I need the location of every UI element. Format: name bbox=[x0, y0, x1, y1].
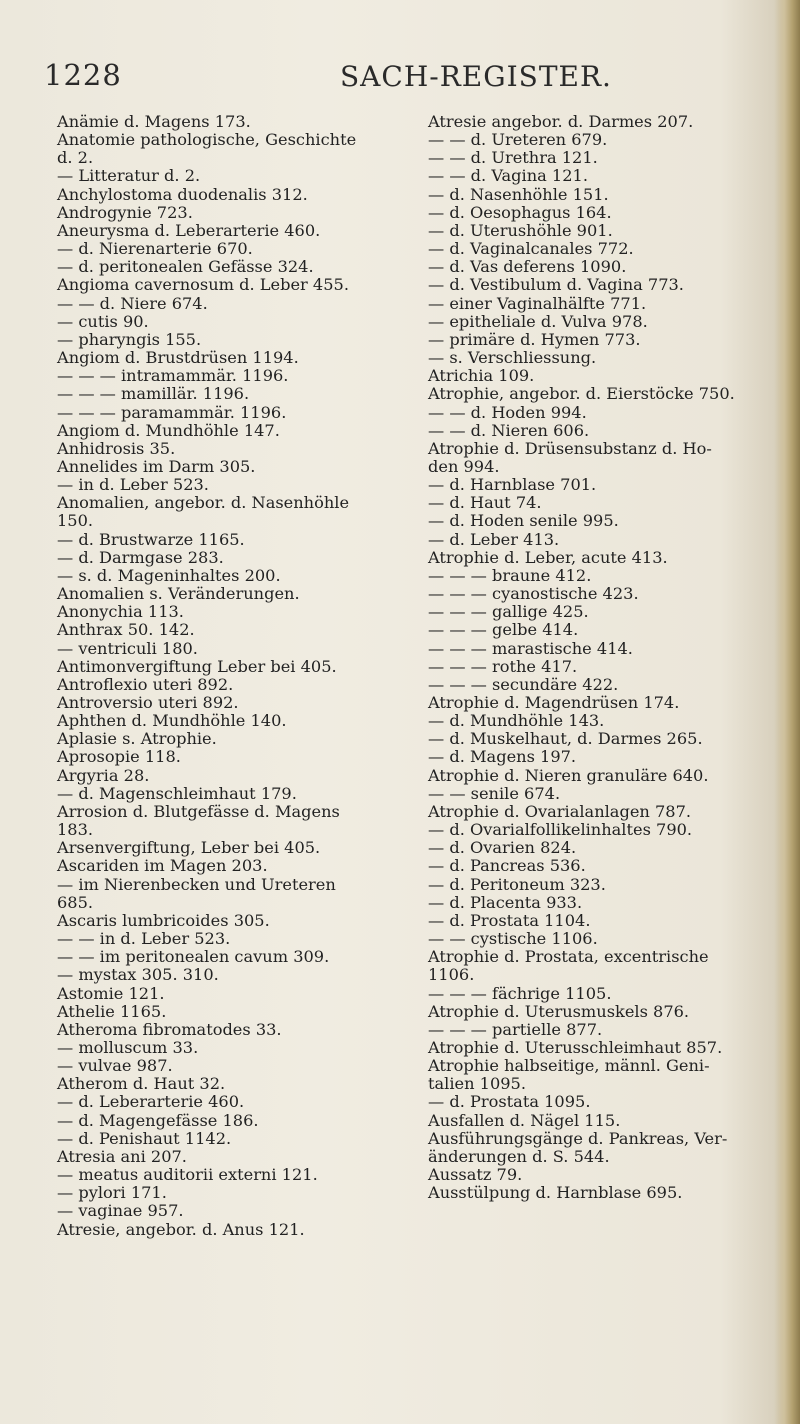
index-entry: — d. Ovarien 824. bbox=[428, 838, 577, 858]
index-entry: Aprosopie 118. bbox=[57, 747, 181, 767]
index-entry: — — — gelbe 414. bbox=[428, 620, 579, 640]
index-entry: 685. bbox=[57, 892, 94, 912]
index-entry: Atrophie d. Nieren granuläre 640. bbox=[428, 765, 709, 785]
index-entry: — — — partielle 877. bbox=[428, 1019, 603, 1039]
index-entry: Atresie angebor. d. Darmes 207. bbox=[428, 112, 694, 131]
index-entry: Arsenvergiftung, Leber bei 405. bbox=[57, 838, 321, 858]
index-entry: 183. bbox=[57, 820, 94, 840]
index-entry: — — d. Vagina 121. bbox=[428, 166, 588, 186]
index-entry: — — in d. Leber 523. bbox=[57, 929, 231, 949]
index-entry: Anatomie pathologische, Geschichte bbox=[57, 130, 357, 150]
index-entry: — s. Verschliessung. bbox=[428, 348, 597, 368]
index-entry: — d. Leberarterie 460. bbox=[57, 1092, 245, 1112]
index-entry: Anonychia 113. bbox=[57, 602, 184, 622]
index-entry: — d. Penishaut 1142. bbox=[57, 1128, 232, 1148]
index-entry: — — d. Niere 674. bbox=[57, 293, 208, 313]
index-entry: — s. d. Mageninhaltes 200. bbox=[57, 565, 281, 585]
index-entry: — — d. Nieren 606. bbox=[428, 420, 590, 440]
index-entry: — — — gallige 425. bbox=[428, 602, 589, 622]
index-entry: — — — marastische 414. bbox=[428, 638, 633, 658]
index-entry: — d. Vestibulum d. Vagina 773. bbox=[428, 275, 684, 295]
index-entry: — d. Ovarialfollikelinhaltes 790. bbox=[428, 820, 693, 840]
page-edge-shadow bbox=[774, 0, 800, 1424]
index-entry: — d. Prostata 1104. bbox=[428, 910, 591, 930]
index-entry: — d. Hoden senile 995. bbox=[428, 511, 619, 531]
index-entry: Aneurysma d. Leberarterie 460. bbox=[57, 220, 321, 240]
index-entry: — — d. Urethra 121. bbox=[428, 148, 598, 168]
index-entry: — — — secundäre 422. bbox=[428, 674, 619, 694]
index-entry: — d. Prostata 1095. bbox=[428, 1092, 591, 1112]
index-entry: änderungen d. S. 544. bbox=[428, 1146, 610, 1166]
index-entry: Ausfallen d. Nägel 115. bbox=[428, 1110, 621, 1130]
index-entry: Anhidrosis 35. bbox=[57, 438, 176, 458]
index-entry: Arrosion d. Blutgefässe d. Magens bbox=[57, 801, 340, 821]
index-entry: — in d. Leber 523. bbox=[57, 475, 209, 495]
index-entry: — d. Magenschleimhaut 179. bbox=[57, 783, 297, 803]
index-entry: — — d. Ureteren 679. bbox=[428, 130, 608, 150]
index-entry: Aphthen d. Mundhöhle 140. bbox=[57, 711, 287, 731]
index-entry: Ascaris lumbricoides 305. bbox=[57, 910, 270, 930]
index-entry: d. 2. bbox=[57, 148, 94, 168]
index-entry: Atherom d. Haut 32. bbox=[57, 1074, 226, 1094]
index-entry: — cutis 90. bbox=[57, 311, 149, 331]
index-entry: Angioma cavernosum d. Leber 455. bbox=[57, 275, 349, 295]
index-entry: Anthrax 50. 142. bbox=[57, 620, 195, 640]
index-entry: — d. Mundhöhle 143. bbox=[428, 711, 605, 731]
index-entry: — d. Brustwarze 1165. bbox=[57, 529, 245, 549]
index-entry: talien 1095. bbox=[428, 1074, 527, 1094]
index-entry: — im Nierenbecken und Ureteren bbox=[57, 874, 336, 894]
index-entry: Aussatz 79. bbox=[428, 1165, 523, 1185]
index-entry: Antroflexio uteri 892. bbox=[57, 674, 234, 694]
index-entry: — — — braune 412. bbox=[428, 565, 592, 585]
index-entry: Atheroma fibromatodes 33. bbox=[57, 1019, 282, 1039]
index-entry: Atrophie d. Magendrüsen 174. bbox=[428, 693, 680, 712]
index-entry: — d. peritonealen Gefässe 324. bbox=[57, 257, 314, 277]
index-entry: Atresie, angebor. d. Anus 121. bbox=[57, 1219, 305, 1239]
index-entry: Atrophie d. Leber, acute 413. bbox=[428, 547, 668, 567]
index-entry: Angiom d. Mundhöhle 147. bbox=[57, 420, 280, 440]
index-entry: — d. Leber 413. bbox=[428, 529, 560, 549]
index-entry: Ausstülpung d. Harnblase 695. bbox=[428, 1183, 683, 1203]
page-header bbox=[0, 58, 800, 98]
index-entry: — epitheliale d. Vulva 978. bbox=[428, 311, 648, 331]
index-entry: — d. Magengefässe 186. bbox=[57, 1110, 259, 1130]
page-number: 1228 bbox=[44, 58, 122, 92]
index-entry: — ventriculi 180. bbox=[57, 638, 198, 658]
index-entry: — d. Vas deferens 1090. bbox=[428, 257, 627, 277]
index-entry: Atrophie d. Drüsensubstanz d. Ho- bbox=[428, 438, 712, 458]
index-entry: — — senile 674. bbox=[428, 783, 561, 803]
index-entry: Antroversio uteri 892. bbox=[57, 693, 239, 712]
index-entry: — d. Haut 74. bbox=[428, 493, 542, 513]
index-entry: — vaginae 957. bbox=[57, 1201, 184, 1221]
index-entry: Argyria 28. bbox=[57, 765, 150, 785]
index-entry: Angiom d. Brustdrüsen 1194. bbox=[57, 348, 299, 368]
index-entry: — — im peritonealen cavum 309. bbox=[57, 947, 330, 967]
index-entry: — d. Pancreas 536. bbox=[428, 856, 586, 876]
index-entry: — d. Placenta 933. bbox=[428, 892, 583, 912]
index-entry: Anämie d. Magens 173. bbox=[57, 112, 251, 131]
index-entry: Aplasie s. Atrophie. bbox=[57, 729, 217, 749]
index-entry: Androgynie 723. bbox=[57, 202, 193, 222]
index-entry: 1106. bbox=[428, 965, 475, 985]
index-entry: — molluscum 33. bbox=[57, 1037, 199, 1057]
index-entry: Anomalien s. Veränderungen. bbox=[57, 584, 300, 604]
index-entry: — — — cyanostische 423. bbox=[428, 584, 639, 604]
index-entry: — d. Uterushöhle 901. bbox=[428, 220, 613, 240]
index-entry: — mystax 305. 310. bbox=[57, 965, 219, 985]
index-entry: Anchylostoma duodenalis 312. bbox=[57, 184, 308, 204]
index-entry: Atrophie d. Uterusschleimhaut 857. bbox=[428, 1037, 723, 1057]
index-entry: Atrophie d. Ovarialanlagen 787. bbox=[428, 801, 692, 821]
index-entry: Atrichia 109. bbox=[428, 366, 535, 386]
index-entry: — — — rothe 417. bbox=[428, 656, 578, 676]
index-entry: — d. Nierenarterie 670. bbox=[57, 239, 253, 259]
running-head: SACH-REGISTER. bbox=[340, 60, 612, 93]
index-entry: Athelie 1165. bbox=[57, 1001, 167, 1021]
index-entry: Atresia ani 207. bbox=[57, 1146, 187, 1166]
index-entry: Astomie 121. bbox=[57, 983, 165, 1003]
index-entry: — — — paramammär. 1196. bbox=[57, 402, 287, 422]
index-entry: — — — mamillär. 1196. bbox=[57, 384, 250, 404]
index-entry: — d. Vaginalcanales 772. bbox=[428, 239, 634, 259]
index-entry: — Litteratur d. 2. bbox=[57, 166, 201, 186]
index-column-right bbox=[428, 113, 773, 1202]
index-entry: — d. Peritoneum 323. bbox=[428, 874, 606, 894]
index-entry: den 994. bbox=[428, 456, 500, 476]
index-entry: — d. Darmgase 283. bbox=[57, 547, 224, 567]
index-entry: 150. bbox=[57, 511, 94, 531]
index-entry: — d. Magens 197. bbox=[428, 747, 577, 767]
index-entry: — einer Vaginalhälfte 771. bbox=[428, 293, 647, 313]
index-entry: — d. Nasenhöhle 151. bbox=[428, 184, 609, 204]
index-entry: Ascariden im Magen 203. bbox=[57, 856, 268, 876]
index-entry: Ausführungsgänge d. Pankreas, Ver- bbox=[428, 1128, 728, 1148]
index-entry: Atrophie, angebor. d. Eierstöcke 750. bbox=[428, 384, 735, 404]
index-entry: Anomalien, angebor. d. Nasenhöhle bbox=[57, 493, 350, 513]
index-entry: — primäre d. Hymen 773. bbox=[428, 329, 641, 349]
index-entry: — pylori 171. bbox=[57, 1183, 167, 1203]
index-entry: Atrophie d. Prostata, excentrische bbox=[428, 947, 709, 967]
index-entry: Annelides im Darm 305. bbox=[57, 456, 256, 476]
index-entry: — d. Muskelhaut, d. Darmes 265. bbox=[428, 729, 703, 749]
index-entry: — pharyngis 155. bbox=[57, 329, 202, 349]
index-column-left bbox=[57, 113, 397, 1239]
index-entry: Atrophie halbseitige, männl. Geni- bbox=[428, 1056, 710, 1076]
index-entry: Antimonvergiftung Leber bei 405. bbox=[57, 656, 337, 676]
index-entry: — — cystische 1106. bbox=[428, 929, 598, 949]
index-entry: — d. Oesophagus 164. bbox=[428, 202, 612, 222]
index-entry: — meatus auditorii externi 121. bbox=[57, 1165, 318, 1185]
index-entry: — vulvae 987. bbox=[57, 1056, 173, 1076]
index-entry: Atrophie d. Uterusmuskels 876. bbox=[428, 1001, 690, 1021]
index-entry: — d. Harnblase 701. bbox=[428, 475, 597, 495]
index-entry: — — — fächrige 1105. bbox=[428, 983, 612, 1003]
index-entry: — — d. Hoden 994. bbox=[428, 402, 587, 422]
index-entry: — — — intramammär. 1196. bbox=[57, 366, 289, 386]
